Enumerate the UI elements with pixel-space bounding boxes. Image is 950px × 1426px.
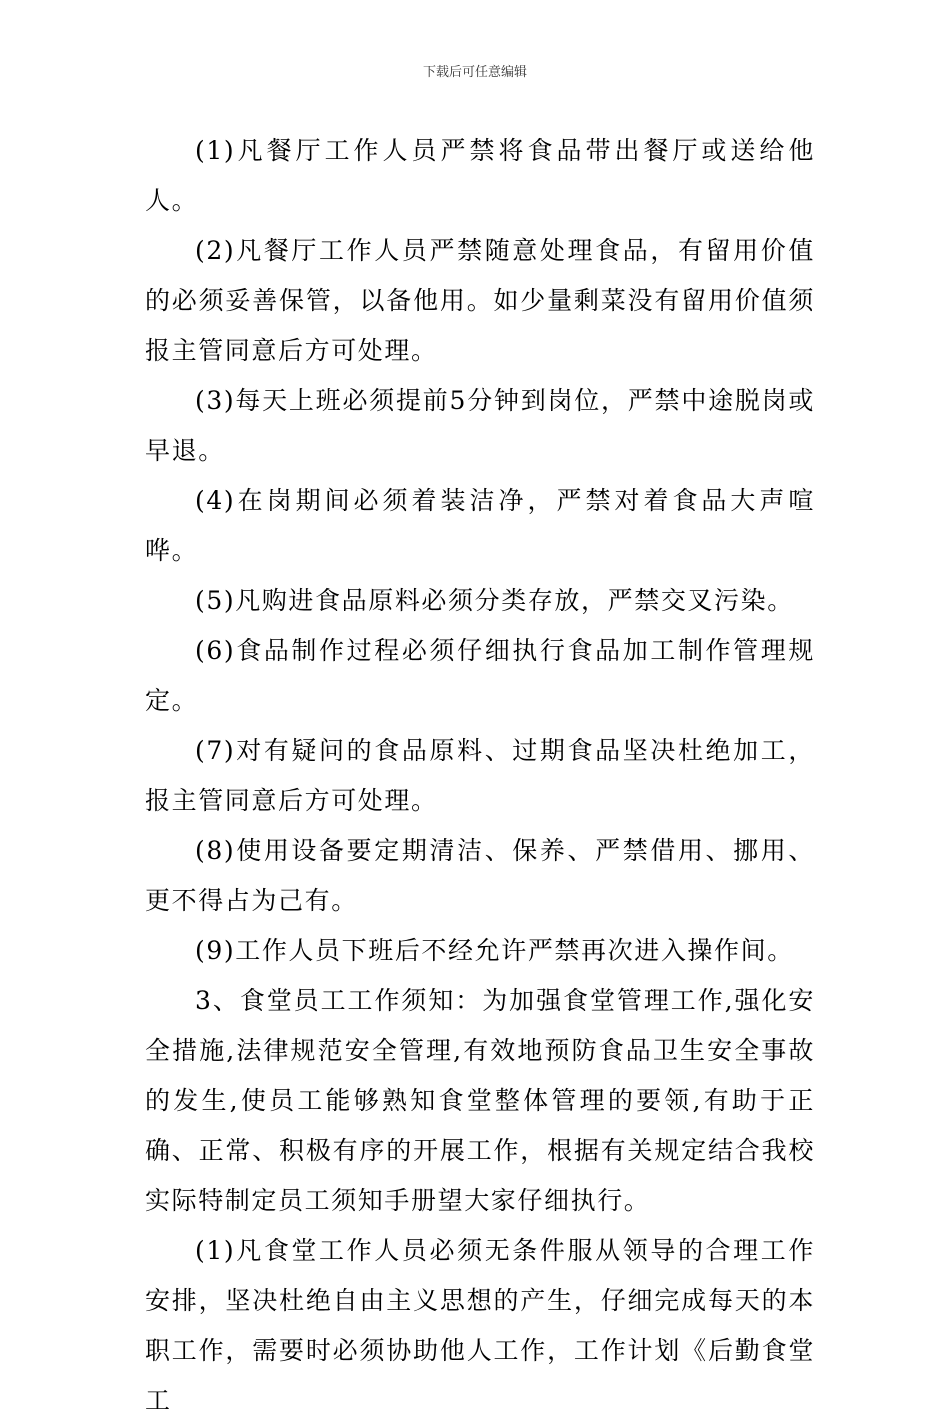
paragraph-notice-1: (1)凡食堂工作人员必须无条件服从领导的合理工作安排，坚决杜绝自由主义思想的产生，仔细完成每天的本职工作，需要时必须协助他人工作，工作计划《后勤食堂工 — [145, 1236, 815, 1415]
paragraph-rule-2: (2)凡餐厅工作人员严禁随意处理食品，有留用价值的必须妥善保管，以备他用。如少量剩菜没有留用价值须报主管同意后方可处理。 — [145, 236, 815, 365]
paragraph-rule-1: (1)凡餐厅工作人员严禁将食品带出餐厅或送给他人。 — [145, 136, 815, 215]
paragraph-rule-6: (6)食品制作过程必须仔细执行食品加工制作管理规定。 — [145, 636, 815, 715]
paragraph-section-3: 3、食堂员工工作须知：为加强食堂管理工作,强化安全措施,法律规范安全管理,有效地预防食品卫生安全事故的发生,使员工能够熟知食堂整体管理的要领,有助于正确、正常、积极有序的开展工作，根据有关规定结合我校实际特制定员工须知手册望大家仔细执行。 — [145, 986, 815, 1215]
paragraph-rule-5: (5)凡购进食品原料必须分类存放，严禁交叉污染。 — [195, 586, 794, 615]
paragraph-rule-3: (3)每天上班必须提前5分钟到岗位，严禁中途脱岗或早退。 — [145, 386, 815, 465]
page-header: 下载后可任意编辑 — [422, 65, 527, 80]
document-body — [145, 126, 815, 1426]
paragraph-rule-7: (7)对有疑问的食品原料、过期食品坚决杜绝加工，报主管同意后方可处理。 — [145, 736, 815, 815]
paragraph-rule-9: (9)工作人员下班后不经允许严禁再次进入操作间。 — [195, 936, 794, 965]
paragraph-rule-4: (4)在岗期间必须着装洁净，严禁对着食品大声喧哗。 — [145, 486, 815, 565]
paragraph-rule-8: (8)使用设备要定期清洁、保养、严禁借用、挪用、更不得占为己有。 — [145, 836, 815, 915]
